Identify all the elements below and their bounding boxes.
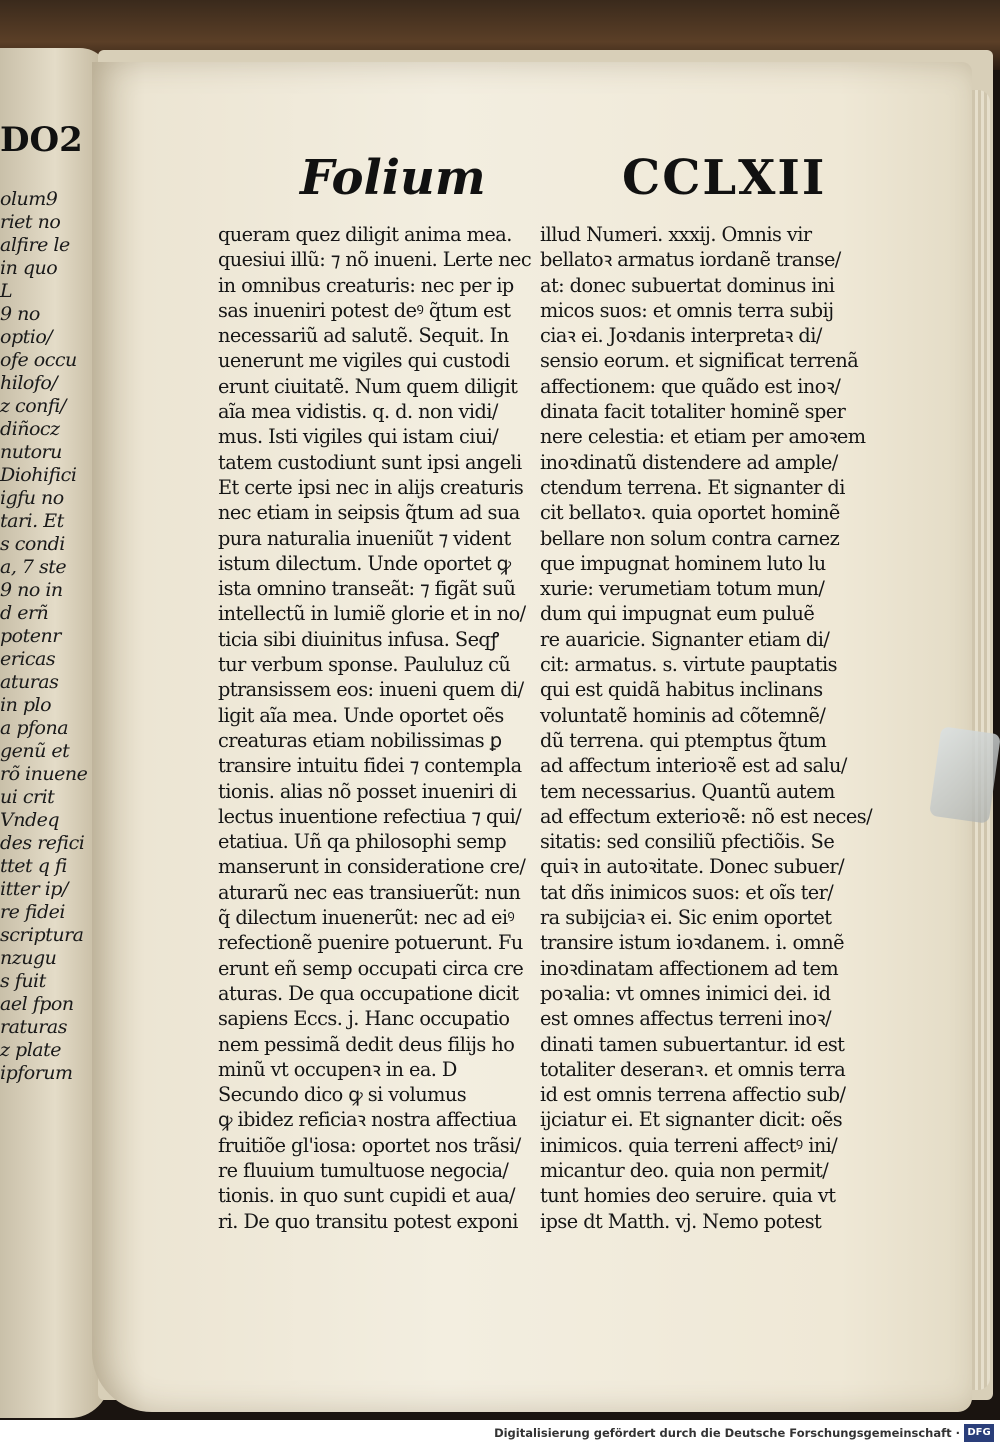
left-page-line: des refici (0, 832, 85, 854)
text-line: aĩa mea vidistis. q. d. non vidi/ (218, 400, 498, 424)
text-line: tionis. alias nõ posset inueniri di (218, 779, 517, 803)
left-page-line: olum9 (0, 188, 58, 210)
text-line: bellare non solum contra carnez (540, 526, 840, 550)
text-line: cit bellatoꝛ. quia oportet hominẽ (540, 501, 840, 525)
left-page-line: rõ inuene (0, 763, 88, 785)
text-line: inimicos. quia terreni affectꝰ ini/ (540, 1133, 838, 1157)
left-page-line: ttet q fi (0, 855, 68, 877)
text-line: voluntatẽ hominis ad cõtemnẽ/ (540, 703, 826, 727)
text-line: intellectũ in lumiẽ glorie et in no/ (218, 602, 526, 626)
text-line: sas inueniri potest deꝰ q̃tum est (218, 298, 511, 322)
text-line: q̃ dilectum inuenerũt: nec ad eiꝰ (218, 906, 515, 930)
text-line: ri. De quo transitu potest exponi (218, 1209, 518, 1233)
text-line: est omnes affectus terreni inoꝛ/ (540, 1007, 832, 1031)
left-page-line: hilofo/ (0, 372, 58, 394)
left-page-line: z confi/ (0, 395, 66, 417)
text-line: erunt eñ semp occupati circa cre (218, 956, 524, 980)
left-page-header: DO2 (0, 120, 83, 160)
text-line: xurie: verumetiam totum mun/ (540, 577, 825, 601)
funding-notice: Digitalisierung gefördert durch die Deutsche Forschungsgemeinschaft · (494, 1426, 960, 1440)
text-line: ad affectum interioꝛẽ est ad salu/ (540, 754, 847, 778)
text-line: sitatis: sed consiliũ pfectiõis. Se (540, 830, 835, 854)
text-line: quiꝛ in autoꝛitate. Donec subuer/ (540, 855, 845, 879)
text-line: ad effectum exterioꝛẽ: nõ est neces/ (540, 804, 873, 828)
text-line: Et certe ipsi nec in alijs creaturis (218, 475, 524, 499)
text-line: nec etiam in seipsis q̃tum ad sua (218, 501, 520, 525)
text-line: nem pessimã dedit deus filijs ho (218, 1032, 515, 1056)
text-line: dũ terrena. qui ptemptus q̃tum (540, 728, 827, 752)
text-line: sensio eorum. et significat terrenã (540, 349, 859, 373)
folio-number: CCLXII (622, 150, 827, 206)
left-page-line: in quo (0, 257, 58, 279)
text-line: ticia sibi diuinitus infusa. Seqꝭ (218, 627, 499, 651)
text-line: tatem custodiunt sunt ipsi angeli (218, 450, 522, 474)
text-line: in omnibus creaturis: nec per ip (218, 273, 514, 297)
text-line: sapiens Eccs. j. Hanc occupatio (218, 1007, 510, 1031)
text-line: dum qui impugnat eum puluẽ (540, 602, 815, 626)
left-page-line: ui crit (0, 786, 55, 808)
text-line: ijciatur ei. Et signanter dicit: oẽs (540, 1108, 843, 1132)
text-line: totaliter deseranꝛ. et omnis terra (540, 1057, 846, 1081)
left-page-line: Diohifici (0, 464, 77, 486)
text-line: cit: armatus. s. virtute pauptatis (540, 653, 837, 677)
left-page-line: alfire le (0, 234, 70, 256)
left-page-line: ipforum (0, 1062, 73, 1084)
text-line: aturarũ nec eas transiuerũt: nun (218, 880, 521, 904)
left-page-line: itter ip/ (0, 878, 68, 900)
text-column-right (540, 222, 873, 1234)
text-line: tat dñs inimicos suos: et oĩs ter/ (540, 880, 834, 904)
text-line: ipse dt Matth. vj. Nemo potest (540, 1209, 822, 1233)
text-line: ptransissem eos: inueni quem di/ (218, 678, 524, 702)
text-line: ctendum terrena. Et signanter di (540, 475, 845, 499)
text-line: tem necessarius. Quantũ autem (540, 779, 835, 803)
left-page-line: L (0, 280, 13, 302)
text-line: tur verbum sponse. Paululuz cũ (218, 653, 511, 677)
text-line: illud Numeri. xxxij. Omnis vir (540, 223, 812, 246)
left-page-line: igfu no (0, 487, 64, 509)
text-line: nere celestia: et etiam per amoꝛem (540, 425, 866, 449)
left-page-line: potenr (0, 625, 61, 647)
text-line: micos suos: et omnis terra subij (540, 298, 834, 322)
left-page-line: tari. Et (0, 510, 64, 532)
footer-bar (0, 1420, 1000, 1448)
left-page-line: in plo (0, 694, 52, 716)
text-line: refectionẽ puenire potuerunt. Fu (218, 931, 523, 955)
text-line: minũ vt occupenꝛ in ea. D (218, 1057, 457, 1081)
text-line: erunt ciuitatẽ. Num quem diligit (218, 374, 518, 398)
left-page-line: a pfona (0, 717, 69, 739)
text-line: re auaricie. Signanter etiam di/ (540, 627, 830, 651)
text-line: transire intuitu fidei ⁊ contempla (218, 754, 522, 778)
text-line: que impugnat hominem luto lu (540, 551, 826, 575)
text-line: transire istum ioꝛdanem. i. omnẽ (540, 931, 845, 955)
text-line: tionis. in quo sunt cupidi et aua/ (218, 1184, 515, 1208)
left-page-line: scriptura (0, 924, 84, 946)
text-line: ciaꝛ ei. Joꝛdanis interpretaꝛ di/ (540, 324, 822, 348)
text-line: istum dilectum. Unde oportet ꝙ (218, 551, 511, 575)
text-line: queram quez diligit anima mea. (218, 223, 512, 246)
text-line: uenerunt me vigiles qui custodi (218, 349, 510, 373)
text-line: creaturas etiam nobilissimas ꝑ (218, 728, 502, 752)
left-page-line: 9 no (0, 303, 40, 325)
left-page-line: s fuit (0, 970, 46, 992)
text-line: micantur deo. quia non permit/ (540, 1158, 829, 1182)
left-page-line: nutoru (0, 441, 62, 463)
text-line: re fluuium tumultuose negocia/ (218, 1158, 509, 1182)
left-page-line: riet no (0, 211, 61, 233)
text-line: fruitiõe gl'iosa: oportet nos trãsi/ (218, 1133, 521, 1157)
left-page-line: optio/ (0, 326, 53, 348)
left-page-line: ericas (0, 648, 56, 670)
left-page-line: z plate (0, 1039, 61, 1061)
text-line: ꝙ ibidez reficiaꝛ nostra affectiua (218, 1108, 517, 1132)
left-page-line: ofe occu (0, 349, 77, 371)
left-page-line: diñocz (0, 418, 60, 440)
left-page-line: re fidei (0, 901, 65, 923)
text-line: inoꝛdinatũ distendere ad ample/ (540, 450, 838, 474)
text-line: poꝛalia: vt omnes inimici dei. id (540, 981, 831, 1005)
text-line: ra subijciaꝛ ei. Sic enim oportet (540, 906, 832, 930)
text-line: etatiua. Uñ qa philosophi semp (218, 830, 507, 854)
text-line: lectus inuentione refectiua ⁊ qui/ (218, 804, 522, 828)
left-page-line: raturas (0, 1016, 67, 1038)
text-line: id est omnis terrena affectio sub/ (540, 1083, 846, 1107)
text-line: affectionem: que quãdo est inoꝛ/ (540, 374, 841, 398)
left-page-line: aturas (0, 671, 59, 693)
text-line: dinata facit totaliter hominẽ sper (540, 400, 846, 424)
text-line: inoꝛdinatam affectionem ad tem (540, 956, 839, 980)
left-page-line: a, 7 ste (0, 556, 67, 578)
left-page-line: 9 no in (0, 579, 63, 601)
text-line: qui est quidã habitus inclinans (540, 678, 823, 702)
text-line: at: donec subuertat dominus ini (540, 273, 835, 297)
left-page-line: Vndeq (0, 809, 60, 831)
text-line: necessariũ ad salutẽ. Sequit. In (218, 324, 509, 348)
left-page-line: nzugu (0, 947, 57, 969)
page-clip (929, 726, 1000, 823)
left-page-line: s condi (0, 533, 65, 555)
left-page-line: d erñ (0, 602, 49, 624)
text-line: Secundo dico ꝙ si volumus (218, 1083, 467, 1107)
text-line: quesiui illũ: ⁊ nõ inueni. Lerte nec (218, 248, 532, 272)
text-line: pura naturalia inueniũt ⁊ vident (218, 526, 511, 550)
text-line: tunt homies deo seruire. quia vt (540, 1184, 836, 1208)
text-line: dinati tamen subuertantur. id est (540, 1032, 845, 1056)
text-line: manserunt in consideratione cre/ (218, 855, 526, 879)
text-line: ista omnino transeãt: ⁊ figãt suũ (218, 577, 516, 601)
dfg-logo: DFG (964, 1424, 994, 1442)
text-line: aturas. De qua occupatione dicit (218, 981, 519, 1005)
left-page-line: ael fpon (0, 993, 74, 1015)
text-line: mus. Isti vigiles qui istam ciui/ (218, 425, 499, 449)
left-page-line: genũ et (0, 740, 70, 762)
text-line: ligit aĩa mea. Unde oportet oẽs (218, 703, 504, 727)
text-column-left (218, 222, 532, 1234)
text-line: bellatoꝛ armatus iordanẽ transe/ (540, 248, 841, 272)
folio-word: Folium (300, 150, 486, 206)
left-page-text (0, 188, 100, 1085)
